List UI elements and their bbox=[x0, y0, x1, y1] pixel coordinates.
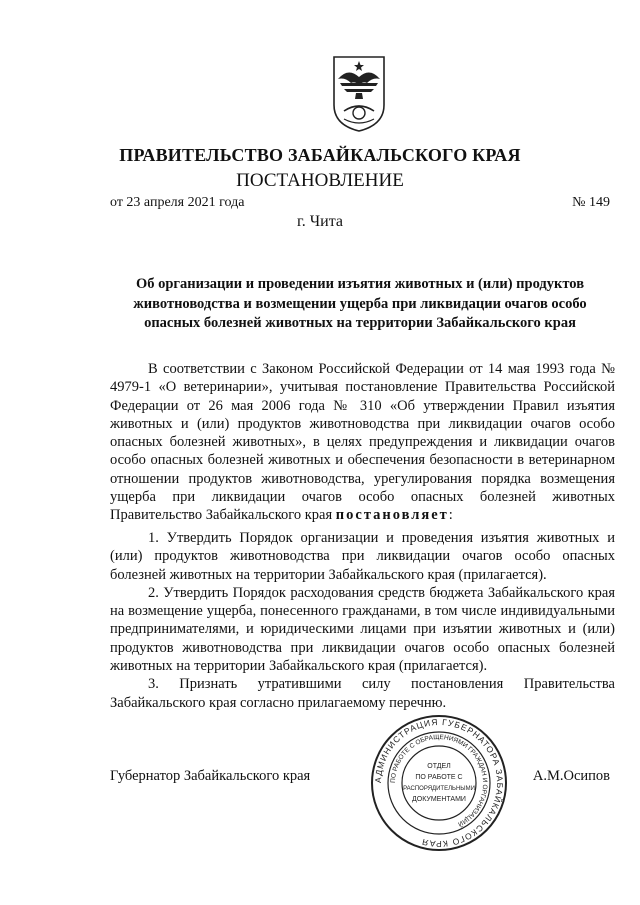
document-number: № 149 bbox=[572, 195, 610, 210]
preamble bbox=[110, 360, 615, 525]
resolution-items bbox=[110, 529, 615, 712]
signer-name: А.М.Осипов bbox=[532, 768, 610, 784]
document-city: г. Чита bbox=[296, 213, 343, 230]
resolves-colon: : bbox=[448, 507, 453, 524]
stamp-inner-text: ПО РАБОТЕ С ОБРАЩЕНИЯМИ ГРАЖДАН И ОРГАНИЗАЦИЙ bbox=[389, 733, 489, 828]
preamble-text: В соответствии с Законом Российской Федерации от 14 мая 1993 года № 4979-1 «О ветеринарии», учитывая постановление Правительства Российской Федерации от 26 мая 2006 года № 310 «Об утверждении Правил изъятия животных и (или) продуктов животноводства при ликвидации очагов особо опасных болезней животных», в целях предупреждения и ликвидации очагов особо опасных болезней животных и обеспечения безопасности в ветеринарном отношении продуктов животноводства, урегулирования порядка возмещения ущерба при ликвидации очагов особо опасных болезней животных Правительство Забайкальского края bbox=[110, 361, 615, 524]
resolution-item-3: 3. Признать утратившими силу постановления Правительства Забайкальского края согласно прилагаемому перечню. bbox=[110, 676, 615, 711]
preamble-paragraph bbox=[110, 360, 615, 525]
official-stamp bbox=[369, 713, 509, 853]
resolution-item-1: 1. Утвердить Порядок организации и проведения изъятия животных и (или) продуктов животноводства при ликвидации очагов особо опасных болезней животных на территории Забайкальского края (прилагается). bbox=[110, 530, 615, 583]
document-type: ПОСТАНОВЛЕНИЕ bbox=[236, 170, 404, 191]
signer-position: Губернатор Забайкальского края bbox=[110, 768, 311, 784]
resolves-word: постановляет bbox=[335, 507, 449, 524]
stamp-center-line-1: ОТДЕЛ bbox=[427, 763, 451, 770]
coat-of-arms-icon bbox=[330, 53, 388, 133]
document-date: от 23 апреля 2021 года bbox=[110, 195, 245, 210]
stamp-center-line-2: ПО РАБОТЕ С bbox=[415, 774, 463, 781]
organization-heading: ПРАВИТЕЛЬСТВО ЗАБАЙКАЛЬСКОГО КРАЯ bbox=[119, 145, 521, 165]
stamp-outer-text: АДМИНИСТРАЦИЯ ГУБЕРНАТОРА ЗАБАЙКАЛЬСКОГО КРАЯ bbox=[372, 716, 506, 850]
resolution-item-2: 2. Утвердить Порядок расходования средств бюджета Забайкальского края на возмещение ущерба, понесенного гражданами, в том числе индивидуальными предпринимателями, и юридическими лицами при изъятии животных и (или) продуктов животноводства при ликвидации очагов особо опасных болезней животных на территории Забайкальского края (прилагается). bbox=[110, 584, 615, 675]
stamp-center-line-3: РАСПОРЯДИТЕЛЬНЫМИ bbox=[403, 786, 475, 792]
document-title: Об организации и проведении изъятия животных и (или) продуктов животноводства и возмещении ущерба при ликвидации очагов особо опасных болезней животных на территории Забайкальского края bbox=[133, 276, 587, 331]
svg-text:ПО РАБОТЕ С ОБРАЩЕНИЯМИ ГРАЖДА bbox=[390, 734, 488, 829]
stamp-center-line-4: ДОКУМЕНТАМИ bbox=[412, 796, 466, 803]
